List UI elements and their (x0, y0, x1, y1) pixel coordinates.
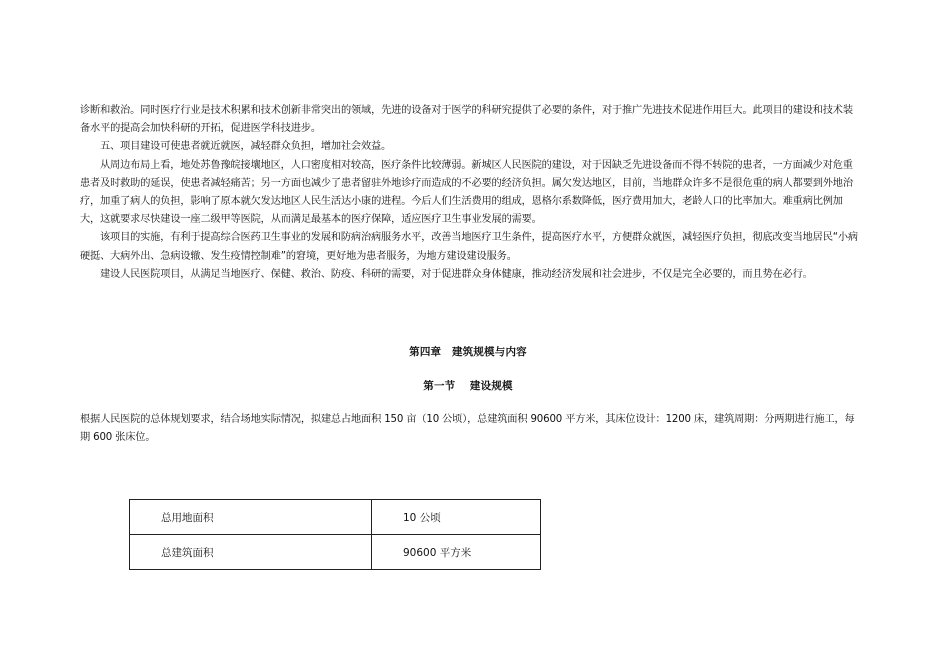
section-title: 第一节 建设规模 (423, 380, 513, 392)
chapter-title: 第四章 建筑规模与内容 (409, 346, 527, 358)
table-cell-value: 90600 平方米 (372, 535, 541, 570)
paragraph-point-five: 五、项目建设可使患者就近就医，减轻群众负担，增加社会效益。 (100, 141, 392, 153)
table-row (130, 535, 541, 570)
paragraph-regional-layout: 从周边布局上看，地处苏鲁豫皖接壤地区，人口密度相对较高，医疗条件比较薄弱。新城区人民医院的建设，对于因缺乏先进设备而不得不转院的患者，一方面减少对危重患者及时救助的延误，使患者减轻痛苦；另一方面也减少了患者留驻外地诊疗而造成的不必要的经济负担。属欠发达地区，目前，当地群众许多不是很危重的病人都要到外地治疗，加重了病人的负担，影响了原本就欠发达地区人民生活达小康的进程。今后人们生活费用的组成，恩格尔系数降低，医疗费用加大，老龄人口的比率加大。难重病比例加大，这就要求尽快建设一座二级甲等医院，从而满足最基本的医疗保障，适应医疗卫生事业发展的需要。 (80, 159, 853, 226)
body-text (80, 102, 862, 284)
section-paragraph: 根据人民医院的总体规划要求，结合场地实际情况，拟建总占地面积 150 亩（10 公顷），总建筑面积 90600 平方米，其床位设计：1200 床，建筑周期：分两期进行施工，每期 600 张床位。 (80, 414, 855, 444)
area-table (129, 499, 541, 570)
paragraph-conclusion (80, 266, 862, 284)
table-cell-label: 总建筑面积 (130, 535, 372, 570)
table-cell-label: 总用地面积 (130, 500, 372, 535)
conclusion-text: 建设人民医院项目，从满足当地医疗、保健、救治、防疫、科研的需要，对于促进群众身体健康，推动经济发展和社会进步，不仅是完全必要的，而且势在必行 (100, 268, 803, 280)
table-row (130, 500, 541, 535)
table-cell-value: 10 公顷 (372, 500, 541, 535)
paragraph-implementation: 该项目的实施，有利于提高综合医药卫生事业的发展和防病治病服务水平，改善当地医疗卫生条件，提高医疗水平，方便群众就医，减轻医疗负担，彻底改变当地居民“小病硬挺、大病外出、急病设辙、发生疫情控制难”的窘境，更好地为患者服务，为地方建设建设服务。 (80, 232, 858, 262)
paragraph-diagnosis: 诊断和救治。同时医疗行业是技术积累和技术创新非常突出的领域，先进的设备对于医学的科研究提供了必要的条件，对于推广先进技术促进作用巨大。此项目的建设和技术装备水平的提高会加快科研的开拓，促进医学科技进步。 (80, 105, 853, 135)
conclusion-period: 。 (802, 268, 813, 280)
